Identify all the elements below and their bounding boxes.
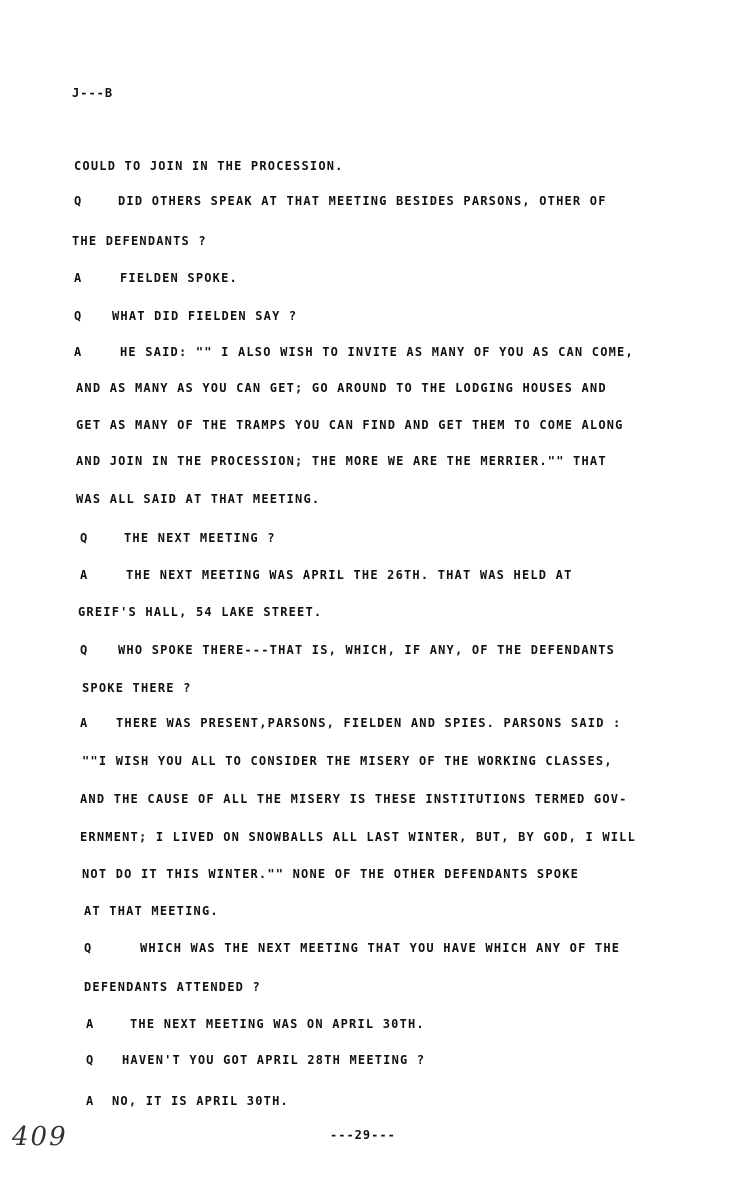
line-text: THE NEXT MEETING ?: [124, 531, 276, 545]
line-text: AND JOIN IN THE PROCESSION; THE MORE WE ARE THE MERRIER."" THAT: [76, 454, 607, 468]
line-text: NO, IT IS APRIL 30TH.: [112, 1094, 289, 1108]
answer-label: A: [86, 1094, 95, 1108]
line-text: NOT DO IT THIS WINTER."" NONE OF THE OTHER DEFENDANTS SPOKE: [82, 867, 580, 881]
line-text: THE NEXT MEETING WAS ON APRIL 30TH.: [130, 1017, 425, 1031]
line-text: HAVEN'T YOU GOT APRIL 28TH MEETING ?: [122, 1053, 426, 1067]
line-text: GREIF'S HALL, 54 LAKE STREET.: [78, 605, 323, 619]
question-label: Q: [74, 309, 83, 323]
question-label: Q: [80, 531, 89, 545]
answer-label: A: [80, 568, 89, 582]
question-label: Q: [80, 643, 89, 657]
line-text: AND THE CAUSE OF ALL THE MISERY IS THESE INSTITUTIONS TERMED GOV-: [80, 792, 628, 806]
page-number: ---29---: [330, 1128, 396, 1142]
line-text: FIELDEN SPOKE.: [120, 271, 238, 285]
line-text: THE NEXT MEETING WAS APRIL THE 26TH. THAT WAS HELD AT: [126, 568, 573, 582]
line-text: THERE WAS PRESENT,PARSONS, FIELDEN AND SPIES. PARSONS SAID :: [116, 716, 622, 730]
line-text: GET AS MANY OF THE TRAMPS YOU CAN FIND AND GET THEM TO COME ALONG: [76, 418, 624, 432]
line-text: COULD TO JOIN IN THE PROCESSION.: [74, 159, 344, 173]
line-text: ""I WISH YOU ALL TO CONSIDER THE MISERY OF THE WORKING CLASSES,: [82, 754, 613, 768]
handwritten-page-number: 409: [12, 1122, 68, 1152]
line-text: WHAT DID FIELDEN SAY ?: [112, 309, 298, 323]
answer-label: A: [80, 716, 89, 730]
answer-label: A: [74, 345, 83, 359]
question-label: Q: [84, 941, 93, 955]
line-text: HE SAID: "" I ALSO WISH TO INVITE AS MANY OF YOU AS CAN COME,: [120, 345, 634, 359]
question-label: Q: [74, 194, 83, 208]
line-text: WHICH WAS THE NEXT MEETING THAT YOU HAVE WHICH ANY OF THE: [140, 941, 621, 955]
line-text: AND AS MANY AS YOU CAN GET; GO AROUND TO THE LODGING HOUSES AND: [76, 381, 607, 395]
line-text: DEFENDANTS ATTENDED ?: [84, 980, 261, 994]
line-text: ERNMENT; I LIVED ON SNOWBALLS ALL LAST WINTER, BUT, BY GOD, I WILL: [80, 830, 637, 844]
line-text: SPOKE THERE ?: [82, 681, 192, 695]
line-text: WHO SPOKE THERE---THAT IS, WHICH, IF ANY, OF THE DEFENDANTS: [118, 643, 616, 657]
line-text: WAS ALL SAID AT THAT MEETING.: [76, 492, 321, 506]
header-code: J---B: [72, 86, 114, 100]
line-text: AT THAT MEETING.: [84, 904, 219, 918]
question-label: Q: [86, 1053, 95, 1067]
answer-label: A: [86, 1017, 95, 1031]
line-text: DID OTHERS SPEAK AT THAT MEETING BESIDES PARSONS, OTHER OF: [118, 194, 607, 208]
line-text: THE DEFENDANTS ?: [72, 234, 207, 248]
answer-label: A: [74, 271, 83, 285]
